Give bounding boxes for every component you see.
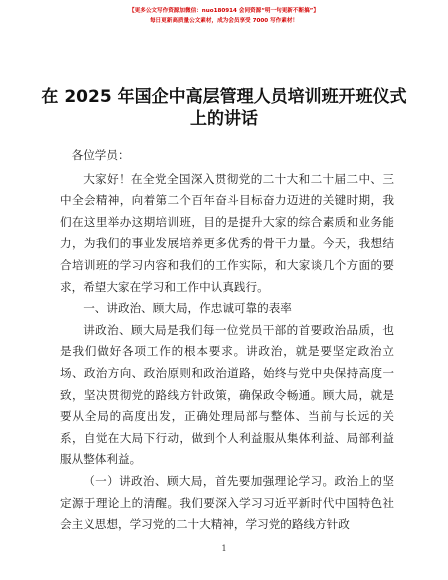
salutation: 各位学员：: [71, 148, 130, 162]
page-number: 1: [221, 544, 227, 553]
promo-banner: [0, 6, 448, 26]
promo-banner-line-2: 每日更新高质量公文素材，成为会员享受 7000 写作素材！: [149, 18, 299, 24]
document-body: [60, 145, 394, 536]
document-title: 在 2025 年国企中高层管理人员培训班开班仪式上的讲话: [41, 87, 407, 129]
promo-banner-line-1: 【更多公文写作资源加微信：nuo180914 会同资源“明一句更新不断搞”】: [129, 8, 319, 14]
opening-paragraph: 大家好！在全党全国深入贯彻党的二十大和二十届二中、三中全会精神，向着第二个百年奋斗目标奋力迈进的关键时期，我们在这里举办这期培训班，目的是提升大家的综合素质和业务能力，为我们的事业发展培养更多优秀的骨干力量。今天，我想结合培训班的学习内容和我们的工作实际，和大家谈几个方面的要求，希望大家在学习和工作中认真践行。: [60, 171, 394, 294]
body-paragraph: 讲政治、顾大局是我们每一位党员干部的首要政治品质，也是我们做好各项工作的根本要求。讲政治，就是要坚定政治立场、政治方向、政治原则和政治道路，始终与党中央保持高度一致，坚决贯彻党的路线方针政策，确保政令畅通。顾大局，就是要从全局的高度出发，正确处理局部与整体、当前与长远的关系，自觉在大局下行动，做到个人利益服从集体利益、局部利益服从整体利益。: [60, 322, 394, 467]
subsection-paragraph-1: （一）讲政治、顾大局，首先要加强理论学习。政治上的坚定源于理论上的清醒。我们要深入学习习近平新时代中国特色社会主义思想，学习党的二十大精神，学习党的路线方针政: [60, 473, 394, 532]
section-heading-1: 一、讲政治、顾大局，作忠诚可靠的表率: [83, 301, 292, 316]
